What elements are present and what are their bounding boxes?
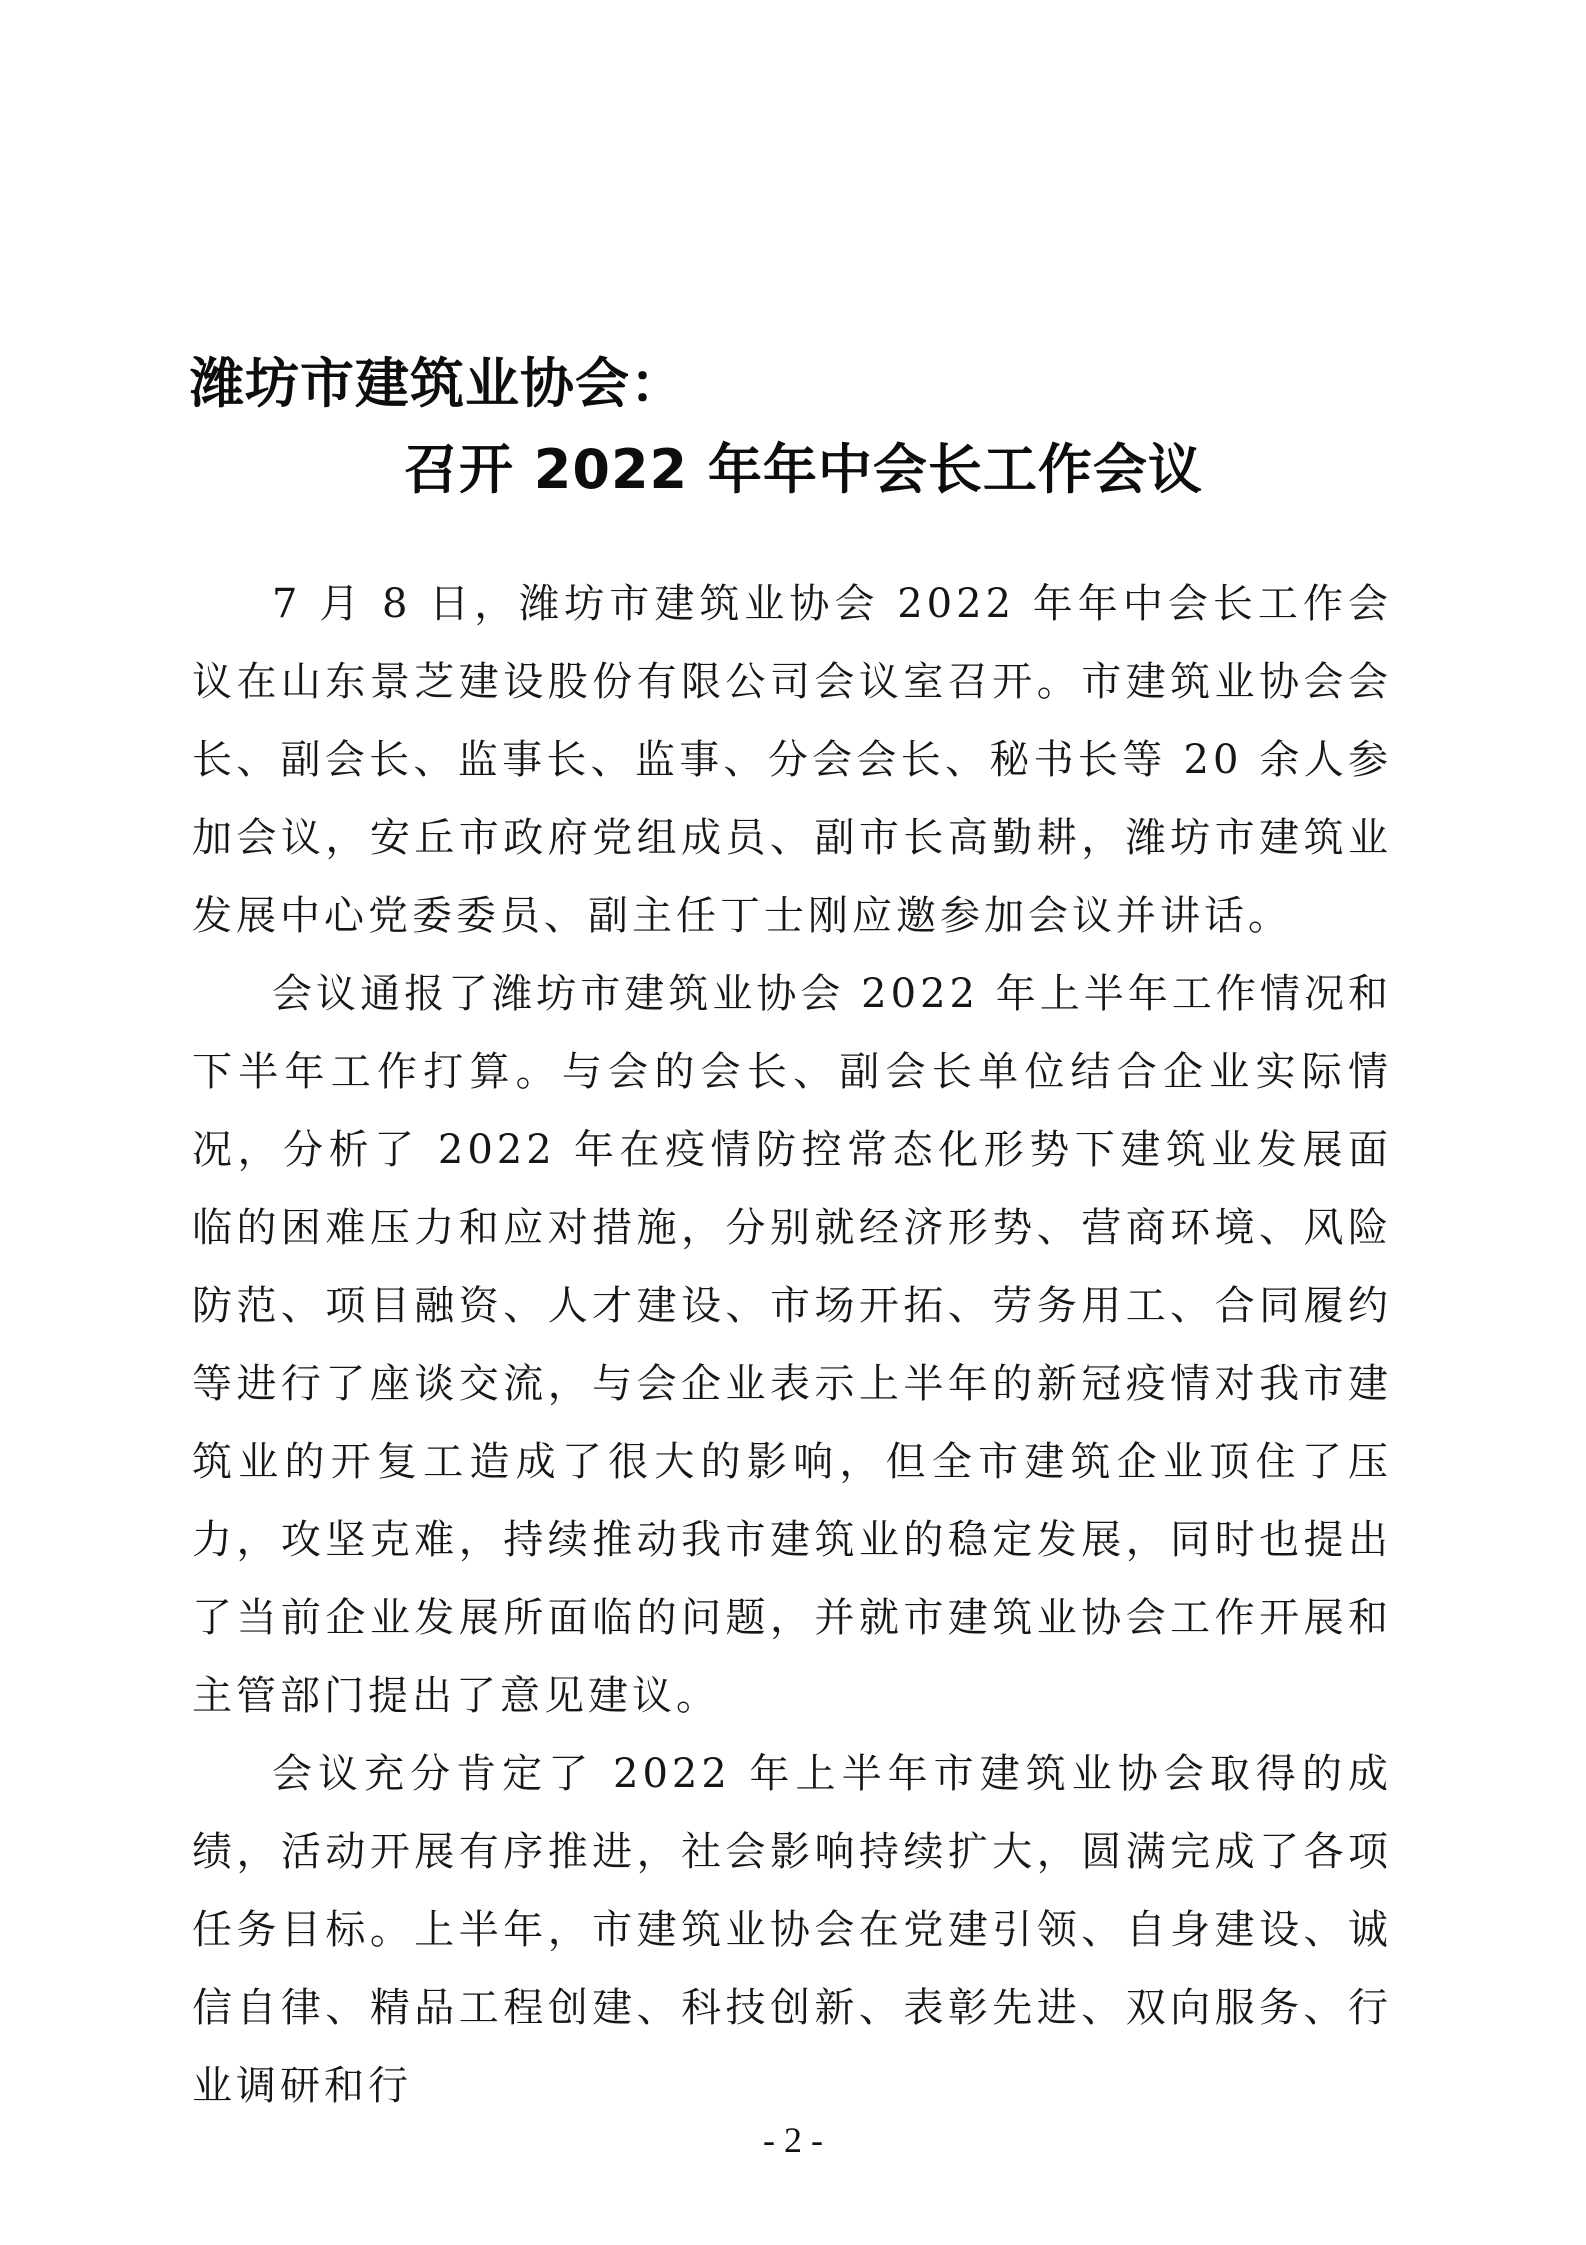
paragraph-2: 会议通报了潍坊市建筑业协会 2022 年上半年工作情况和下半年工作打算。与会的会长、副会长单位结合企业实际情况，分析了 2022 年在疫情防控常态化形势下建筑业发展面临的困难压力和应对措施，分别就经济形势、营商环境、风险防范、项目融资、人才建设、市场开拓、劳务用工、合同履约等进行了座谈交流，与会企业表示上半年的新冠疫情对我市建筑业的开复工造成了很大的影响，但全市建筑企业顶住了压力，攻坚克难，持续推动我市建筑业的稳定发展，同时也提出了当前企业发展所面临的问题，并就市建筑业协会工作开展和主管部门提出了意见建议。 <box>192 971 1392 1719</box>
page-number: - 2 - <box>763 2120 823 2160</box>
title-line-2: 召开 2022 年年中会长工作会议 <box>404 438 1203 501</box>
paragraph-3: 会议充分肯定了 2022 年上半年市建筑业协会取得的成绩，活动开展有序推进，社会影响持续扩大，圆满完成了各项任务目标。上半年，市建筑业协会在党建引领、自身建设、诚信自律、精品工程创建、科技创新、表彰先进、双向服务、行业调研和行 <box>192 1751 1392 2109</box>
article-body <box>192 565 1392 2125</box>
title-line-1: 潍坊市建筑业协会： <box>190 352 685 415</box>
paragraph-1: 7 月 8 日，潍坊市建筑业协会 2022 年年中会长工作会议在山东景芝建设股份有限公司会议室召开。市建筑业协会会长、副会长、监事长、监事、分会会长、秘书长等 20 余人参加会议，安丘市政府党组成员、副市长高勤耕，潍坊市建筑业发展中心党委委员、副主任丁士刚应邀参加会议并讲话。 <box>192 581 1392 939</box>
